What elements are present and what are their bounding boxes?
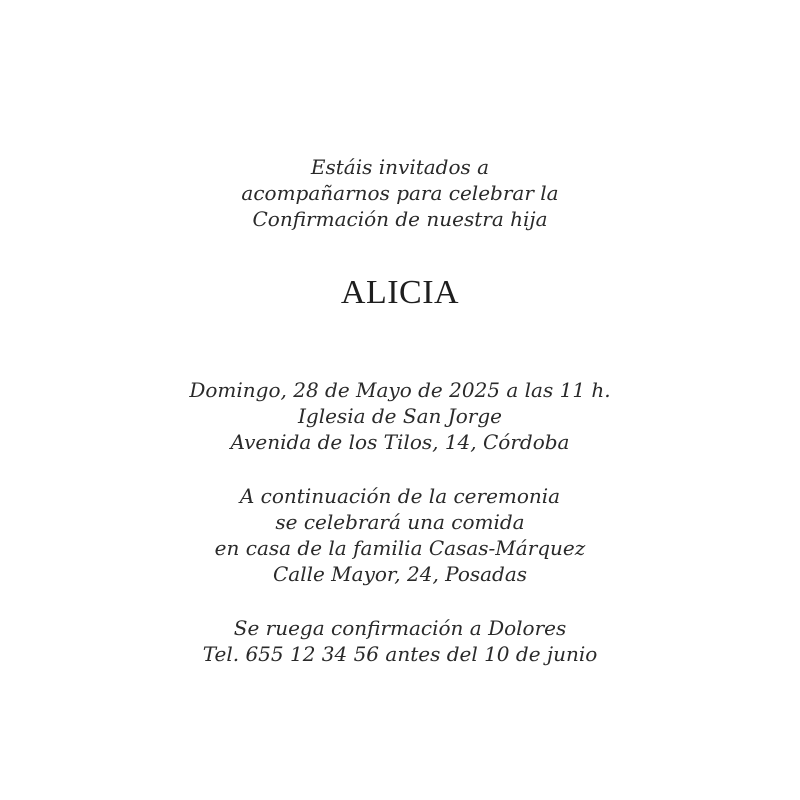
event-date-line: Domingo, 28 de Mayo de 2025 a las 11 h.: [189, 378, 611, 402]
meal-address-line: Calle Mayor, 24, Posadas: [272, 562, 528, 586]
intro-line-1: Estáis invitados a: [310, 155, 490, 179]
event-address-line: Avenida de los Tilos, 14, Córdoba: [230, 430, 570, 454]
rsvp-line-1: Se ruega confirmación a Dolores: [233, 616, 567, 640]
meal-line-2: se celebrará una comida: [275, 510, 525, 534]
intro-line-3: Confirmación de nuestra hija: [252, 207, 548, 231]
intro-line-2: acompañarnos para celebrar la: [241, 181, 559, 205]
meal-line-1: A continuación de la ceremonia: [239, 484, 561, 508]
event-church-line: Iglesia de San Jorge: [298, 404, 502, 428]
rsvp-line-2: Tel. 655 12 34 56 antes del 10 de junio: [202, 642, 598, 666]
honoree-name: ALICIA: [340, 274, 460, 311]
meal-line-3: en casa de la familia Casas-Márquez: [214, 536, 586, 560]
